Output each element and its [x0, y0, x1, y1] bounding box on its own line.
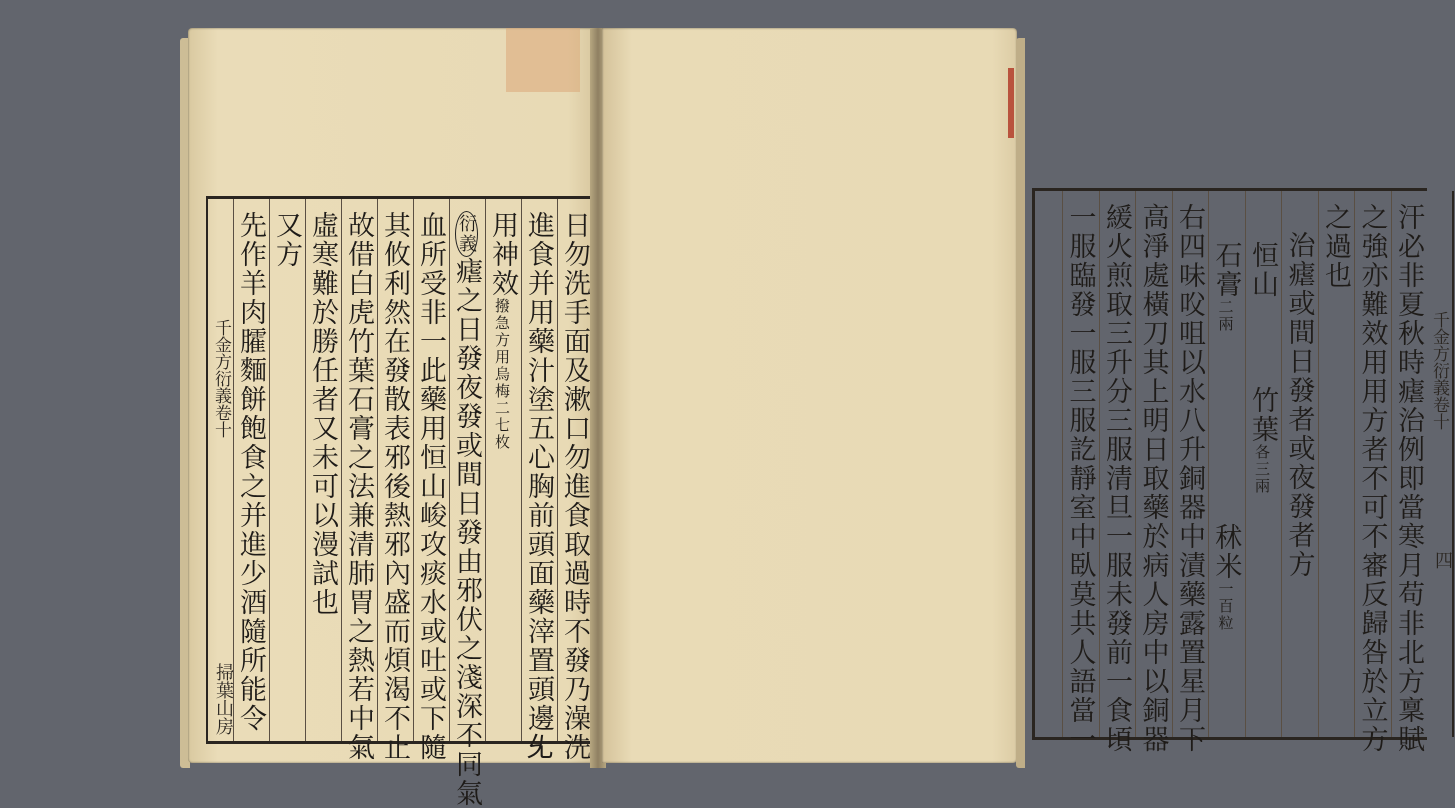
text-column [1172, 191, 1209, 754]
column-text: 之強亦難效用用方者不可不審反歸咎於立方 [1356, 203, 1388, 754]
text-column [233, 199, 269, 741]
text-column [377, 199, 413, 762]
column-text: 恒山 竹葉 [1247, 241, 1278, 444]
right-page [602, 28, 1453, 763]
interlinear-note: 一百粒 [1216, 581, 1235, 632]
text-column [1062, 191, 1099, 754]
column-text: 先作羊肉臛麵餅飽食之并進少酒隨所能令 [235, 211, 266, 733]
column-text: 故借白虎竹葉石膏之法兼清肺胃之熱若中氣 [343, 211, 374, 762]
left-page [188, 28, 598, 808]
column-text: 虛寒難於勝任者又未可以漫試也 [307, 211, 338, 617]
text-column [1391, 191, 1428, 754]
open-book [180, 28, 1453, 808]
text-column [269, 199, 305, 741]
column-text: 其攸利然在發散表邪後熱邪內盛而煩渴不止 [379, 211, 410, 762]
text-column [1354, 191, 1391, 754]
right-text-frame [1032, 188, 1453, 754]
red-bookmark-tag [1008, 68, 1014, 138]
left-text-frame [206, 196, 604, 808]
column-text: 又方 [271, 211, 302, 269]
column-text: 右四味㕮咀以水八升銅器中漬藥露置星月下 [1174, 203, 1205, 754]
column-text: 高淨處橫刀其上明日取藥於病人房中以銅器 [1137, 203, 1169, 754]
text-column [1099, 191, 1136, 754]
text-column [557, 199, 593, 762]
seal-stamp [506, 28, 580, 92]
text-column [521, 199, 557, 762]
column-text: 治瘧或間日發者或夜發者方 [1283, 231, 1315, 579]
column-text: 緩火煎取三升分三服清旦一服未發前一食頃 [1101, 203, 1132, 754]
column-text: 進食并用藥汁塗五心胸前頭面藥滓置頭邊𠃔 [523, 211, 554, 762]
text-column [1318, 191, 1355, 737]
text-column [413, 199, 449, 762]
column-text: 秫米 [1210, 523, 1242, 581]
left-banxin: 千金方衍義卷十 [206, 199, 234, 741]
text-column [485, 199, 521, 741]
column-text: 石膏 [1210, 241, 1242, 299]
text-column [1245, 191, 1282, 737]
interlinear-note: 撥急方用烏梅二七枚 [493, 298, 511, 451]
right-banxin: 千金方衍義卷十 [1426, 191, 1454, 737]
column-text: 血所受非一此藥用恒山峻攻痰水或吐或下隨 [415, 211, 446, 762]
column-text: 一服臨發一服三服訖靜室中臥莫共人語當一 [1064, 203, 1096, 754]
text-column [305, 199, 341, 741]
text-column [449, 199, 485, 808]
column-text: 日勿洗手面及漱口勿進食取過時不發乃澡洗 [559, 211, 590, 762]
text-column [1208, 191, 1245, 737]
column-text: 汗必非夏秋時瘧治例即當寒月苟非北方稟賦 [1393, 203, 1424, 754]
text-column [1135, 191, 1172, 754]
interlinear-note: 各三兩 [1253, 444, 1271, 495]
column-text: 之過也 [1320, 203, 1351, 290]
interlinear-note: 二兩 [1216, 299, 1235, 333]
publisher-mark: 掃葉山房 [213, 663, 234, 735]
text-column [1281, 191, 1318, 737]
column-text: 瘧之日發夜發或間日發由邪伏之淺深不同氣 [451, 257, 482, 808]
column-text: 用神效 [487, 211, 518, 298]
text-column [341, 199, 377, 762]
annotation-mark: 衍義 [455, 211, 478, 257]
right-book-edge [1016, 38, 1025, 768]
folio-number: 四 [1432, 551, 1453, 569]
